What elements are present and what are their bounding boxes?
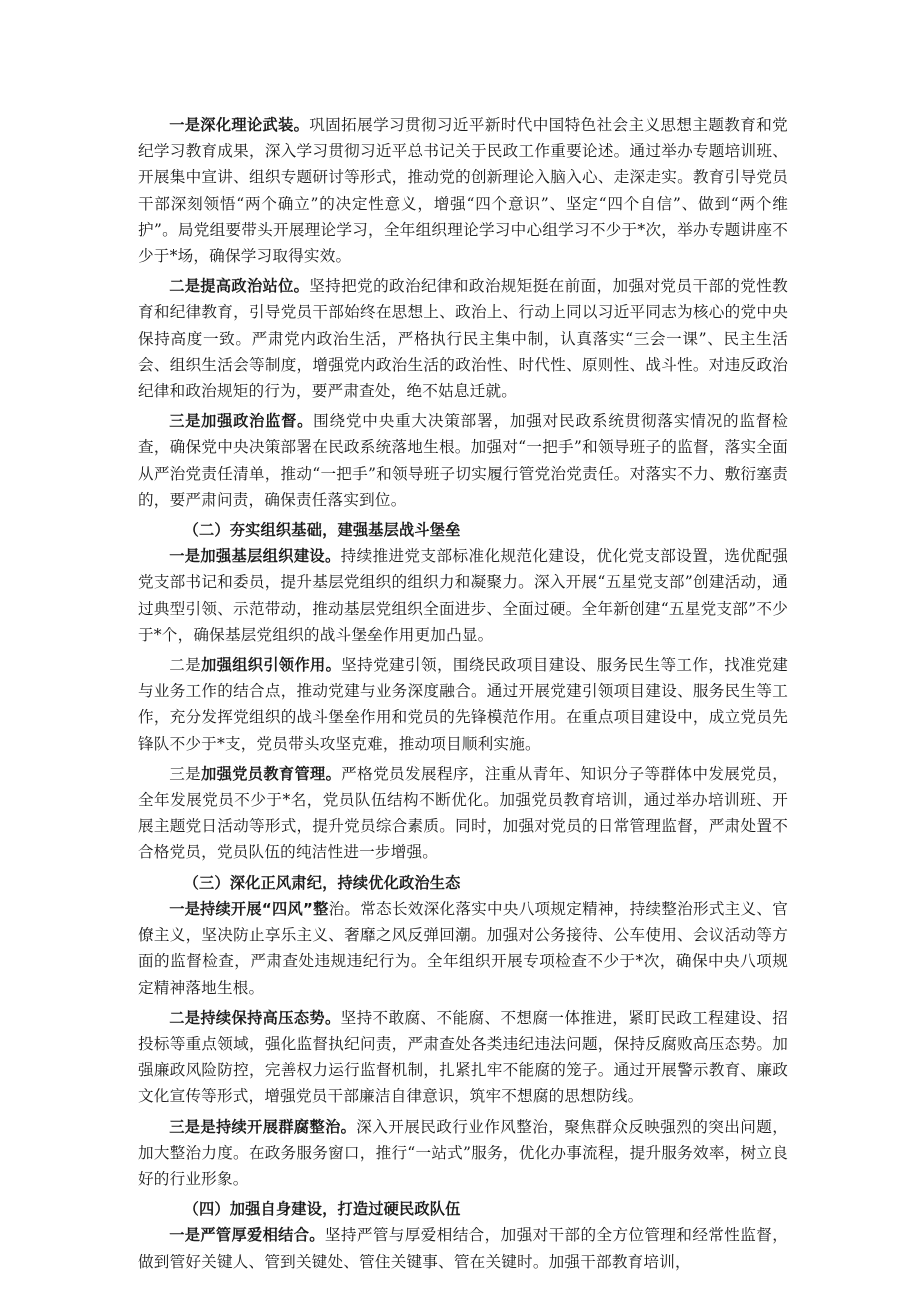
lead-four-styles: 一是持续开展“四风”整 — [169, 899, 329, 918]
body-strict-care: 坚持严管与厚爱相结合，加强对干部的全方位管理和经常性监督，做到管好关键人、管到关键处、管住关键事、管在关键时。加强干部教育培训， — [138, 1226, 788, 1271]
body-political-supervision: 围绕党中央重大决策部署，加强对民政系统贯彻落实情况的监督检查，确保党中央决策部署在民政系统落地生根。加强对“一把手”和领导班子的监督，落实全面从严治党责任清单，推动“一把手”和领导班子切实履行管党治党责任。对落实不力、敷衍塞责的，要严肃问责，确保责任落实到位。 — [138, 412, 788, 509]
section-heading-4: （四）加强自身建设，打造过硬民政队伍 — [183, 1200, 461, 1219]
body-group-corruption: 深入开展民政行业作风整治，聚焦群众反映强烈的突出问题，加大整治力度。在政务服务窗口，推行“一站式”服务，优化办事流程，提升服务效率，树立良好的行业形象。 — [138, 1117, 788, 1188]
prefix-member-education: 三是 — [169, 764, 202, 783]
paragraph-org-leadership — [138, 652, 788, 757]
paragraph-strict-care — [138, 1222, 788, 1274]
paragraph-theory — [138, 112, 788, 269]
paragraph-four-styles — [138, 896, 788, 1001]
body-theory: 巩固拓展学习贯彻习近平新时代中国特色社会主义思想主题教育和党纪学习教育成果，深入学习贯彻习近平总书记关于民政工作重要论述。通过举办专题培训班、开展集中宣讲、组织专题研讨等形式，推动党的创新理论入脑入心、走深走实。教育引导党员干部深刻领悟“两个确立”的决定性意义，增强“四个意识”、坚定“四个自信”、做到“两个维护”。局党组要带头开展理论学习，全年组织理论学习中心组学习不少于*次，举办专题讲座不少于*场，确保学习取得实效。 — [138, 116, 788, 266]
lead-high-pressure: 二是持续保持高压态势。 — [169, 1008, 341, 1027]
lead-strict-care: 一是严管厚爱相结合。 — [169, 1226, 325, 1245]
prefix-org-leadership: 二是 — [169, 656, 202, 675]
lead-political-supervision: 三是加强政治监督。 — [169, 412, 314, 431]
lead-org-leadership: 加强组织引领作用。 — [201, 656, 342, 675]
paragraph-group-corruption — [138, 1114, 788, 1193]
paragraph-political-supervision — [138, 408, 788, 513]
body-org-leadership: 坚持党建引领，围绕民政项目建设、服务民生等工作，找准党建与业务工作的结合点，推动党建与业务深度融合。通过开展党建引领项目建设、服务民生等工作，充分发挥党组织的战斗堡垒作用和党员的先锋模范作用。在重点项目建设中，成立党员先锋队不少于*支，党员带头攻坚克难，推动项目顺利实施。 — [138, 656, 788, 753]
document-page — [138, 112, 788, 1275]
lead-member-education: 加强党员教育管理。 — [201, 764, 342, 783]
paragraph-grassroots — [138, 543, 788, 648]
section-heading-3: （三）深化正风肃纪，持续优化政治生态 — [183, 873, 461, 892]
body-high-pressure: 坚持不敢腐、不能腐、不想腐一体推进，紧盯民政工程建设、招投标等重点领域，强化监督执纪问责，严肃查处各类违纪违法问题，保持反腐败高压态势。加强廉政风险防控，完善权力运行监督机制，扎紧扎牢不能腐的笼子。通过开展警示教育、廉政文化宣传等形式，增强党员干部廉洁自律意识，筑牢不想腐的思想防线。 — [138, 1008, 788, 1106]
lead-political-stance: 二是提高政治站位。 — [169, 277, 310, 296]
body-grassroots: 持续推进党支部标准化规范化建设，优化党支部设置，选优配强党支部书记和委员，提升基层党组织的组织力和凝聚力。深入开展“五星党支部”创建活动，通过典型引领、示范带动，推动基层党组织全面进步、全面过硬。全年新创建“五星党支部”不少于*个，确保基层党组织的战斗堡垒作用更加凸显。 — [138, 547, 788, 644]
body-political-stance: 坚持把党的政治纪律和政治规矩挺在前面，加强对党员干部的党性教育和纪律教育，引导党员干部始终在思想上、政治上、行动上同以习近平同志为核心的党中央保持高度一致。严肃党内政治生活，严格执行民主集中制，认真落实“三会一课”、民主生活会、组织生活会等制度，增强党内政治生活的政治性、时代性、原则性、战斗性。对违反政治纪律和政治规矩的行为，要严肃查处，绝不姑息迁就。 — [138, 277, 788, 401]
paragraph-high-pressure — [138, 1005, 788, 1110]
lead-grassroots: 一是加强基层组织建设。 — [169, 547, 341, 566]
body-four-styles: 治。常态长效深化落实中央八项规定精神，持续整治形式主义、官僚主义，坚决防止享乐主义、奢靡之风反弹回潮。加强对公务接待、公车使用、会议活动等方面的监督检查，严肃查处违规违纪行为。全年组织开展专项检查不少于*次，确保中央八项规定精神落地生根。 — [138, 899, 788, 997]
section-heading-2: （二）夯实组织基础，建强基层战斗堡垒 — [183, 521, 461, 540]
paragraph-political-stance — [138, 273, 788, 404]
paragraph-member-education — [138, 761, 788, 866]
lead-theory: 一是深化理论武装。 — [169, 116, 310, 134]
lead-group-corruption: 三是是持续开展群腐整治。 — [169, 1117, 357, 1136]
body-member-education: 严格党员发展程序，注重从青年、知识分子等群体中发展党员，全年发展党员不少于*名，党员队伍结构不断优化。加强党员教育培训，通过举办培训班、开展主题党日活动等形式，提升党员综合素质。同时，加强对党员的日常管理监督，严肃处置不合格党员，党员队伍的纯洁性进一步增强。 — [138, 764, 788, 862]
